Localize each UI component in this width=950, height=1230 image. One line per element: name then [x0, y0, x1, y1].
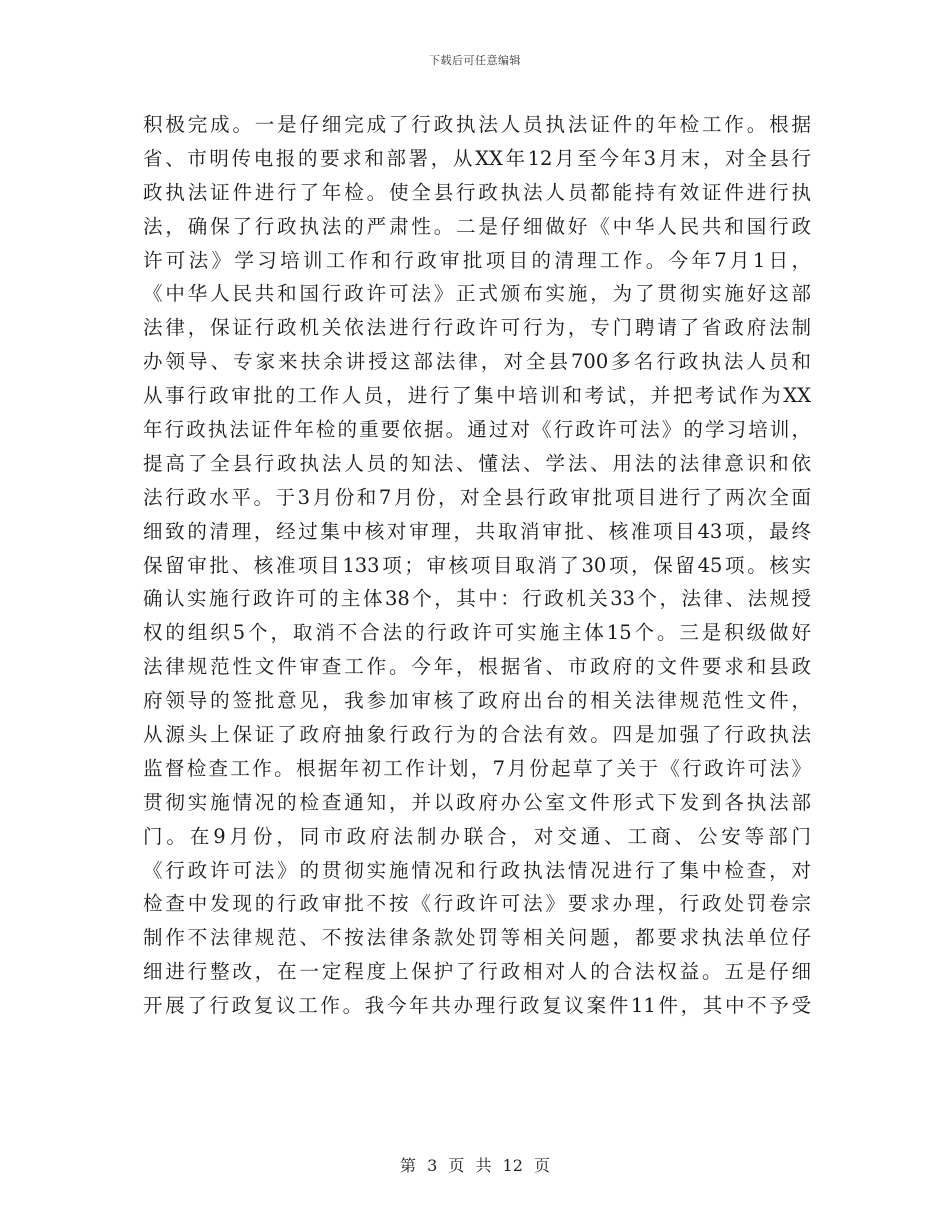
text-line: 提高了全县行政执法人员的知法、懂法、学法、用法的法律意识和依	[143, 451, 811, 475]
text-line: 开展了行政复议工作。我今年共办理行政复议案件11件，其中不予受	[143, 994, 811, 1018]
text-line: 积极完成。一是仔细完成了行政执法人员执法证件的年检工作。根据	[143, 113, 811, 136]
text-line: 从事行政审批的工作人员，进行了集中培训和考试，并把考试作为XX	[143, 384, 811, 408]
text-line: 《行政许可法》的贯彻实施情况和行政执法情况进行了集中检查，对	[143, 858, 811, 882]
text-line: 保留审批、核准项目133项；审核项目取消了30项，保留45项。核实	[143, 553, 811, 577]
text-line: 年行政执法证件年检的重要依据。通过对《行政许可法》的学习培训，	[143, 418, 811, 442]
text-line: 《中华人民共和国行政许可法》正式颁布实施，为了贯彻实施好这部	[143, 282, 811, 306]
page-number-footer: 第 3 页 共 12 页	[400, 1156, 550, 1175]
document-body	[143, 108, 811, 1023]
text-line: 权的组织5个，取消不合法的行政许可实施主体15个。三是积级做好	[143, 621, 811, 645]
text-line: 法律规范性文件审查工作。今年，根据省、市政府的文件要求和县政	[143, 655, 811, 679]
text-line: 确认实施行政许可的主体38个，其中：行政机关33个，法律、法规授	[143, 587, 811, 611]
text-line: 办领导、专家来扶余讲授这部法律，对全县700多名行政执法人员和	[143, 350, 811, 374]
text-line: 法律，保证行政机关依法进行行政许可行为，专门聘请了省政府法制	[143, 316, 811, 340]
text-line: 法，确保了行政执法的严肃性。二是仔细做好《中华人民共和国行政	[143, 214, 811, 238]
text-line: 法行政水平。于3月份和7月份，对全县行政审批项目进行了两次全面	[143, 485, 811, 509]
page-header: 下载后可任意编辑	[429, 54, 521, 67]
text-line: 细致的清理，经过集中核对审理，共取消审批、核准项目43项，最终	[143, 519, 811, 543]
text-line: 检查中发现的行政审批不按《行政许可法》要求办理，行政处罚卷宗	[143, 892, 811, 916]
text-line: 省、市明传电报的要求和部署，从XX年12月至今年3月末，对全县行	[143, 146, 811, 170]
text-line: 府领导的签批意见，我参加审核了政府出台的相关法律规范性文件，	[143, 689, 811, 713]
text-line: 制作不法律规范、不按法律条款处罚等相关问题，都要求执法单位仔	[143, 926, 811, 950]
text-line: 门。在9月份，同市政府法制办联合，对交通、工商、公安等部门	[143, 824, 811, 848]
text-line: 政执法证件进行了年检。使全县行政执法人员都能持有效证件进行执	[143, 180, 811, 204]
text-line: 贯彻实施情况的检查通知，并以政府办公室文件形式下发到各执法部	[143, 790, 811, 814]
text-line: 许可法》学习培训工作和行政审批项目的清理工作。今年7月1日，	[143, 248, 811, 272]
text-line: 监督检查工作。根据年初工作计划，7月份起草了关于《行政许可法》	[143, 756, 811, 780]
text-line: 从源头上保证了政府抽象行政行为的合法有效。四是加强了行政执法	[143, 723, 811, 747]
text-line: 细进行整改，在一定程度上保护了行政相对人的合法权益。五是仔细	[143, 960, 811, 984]
